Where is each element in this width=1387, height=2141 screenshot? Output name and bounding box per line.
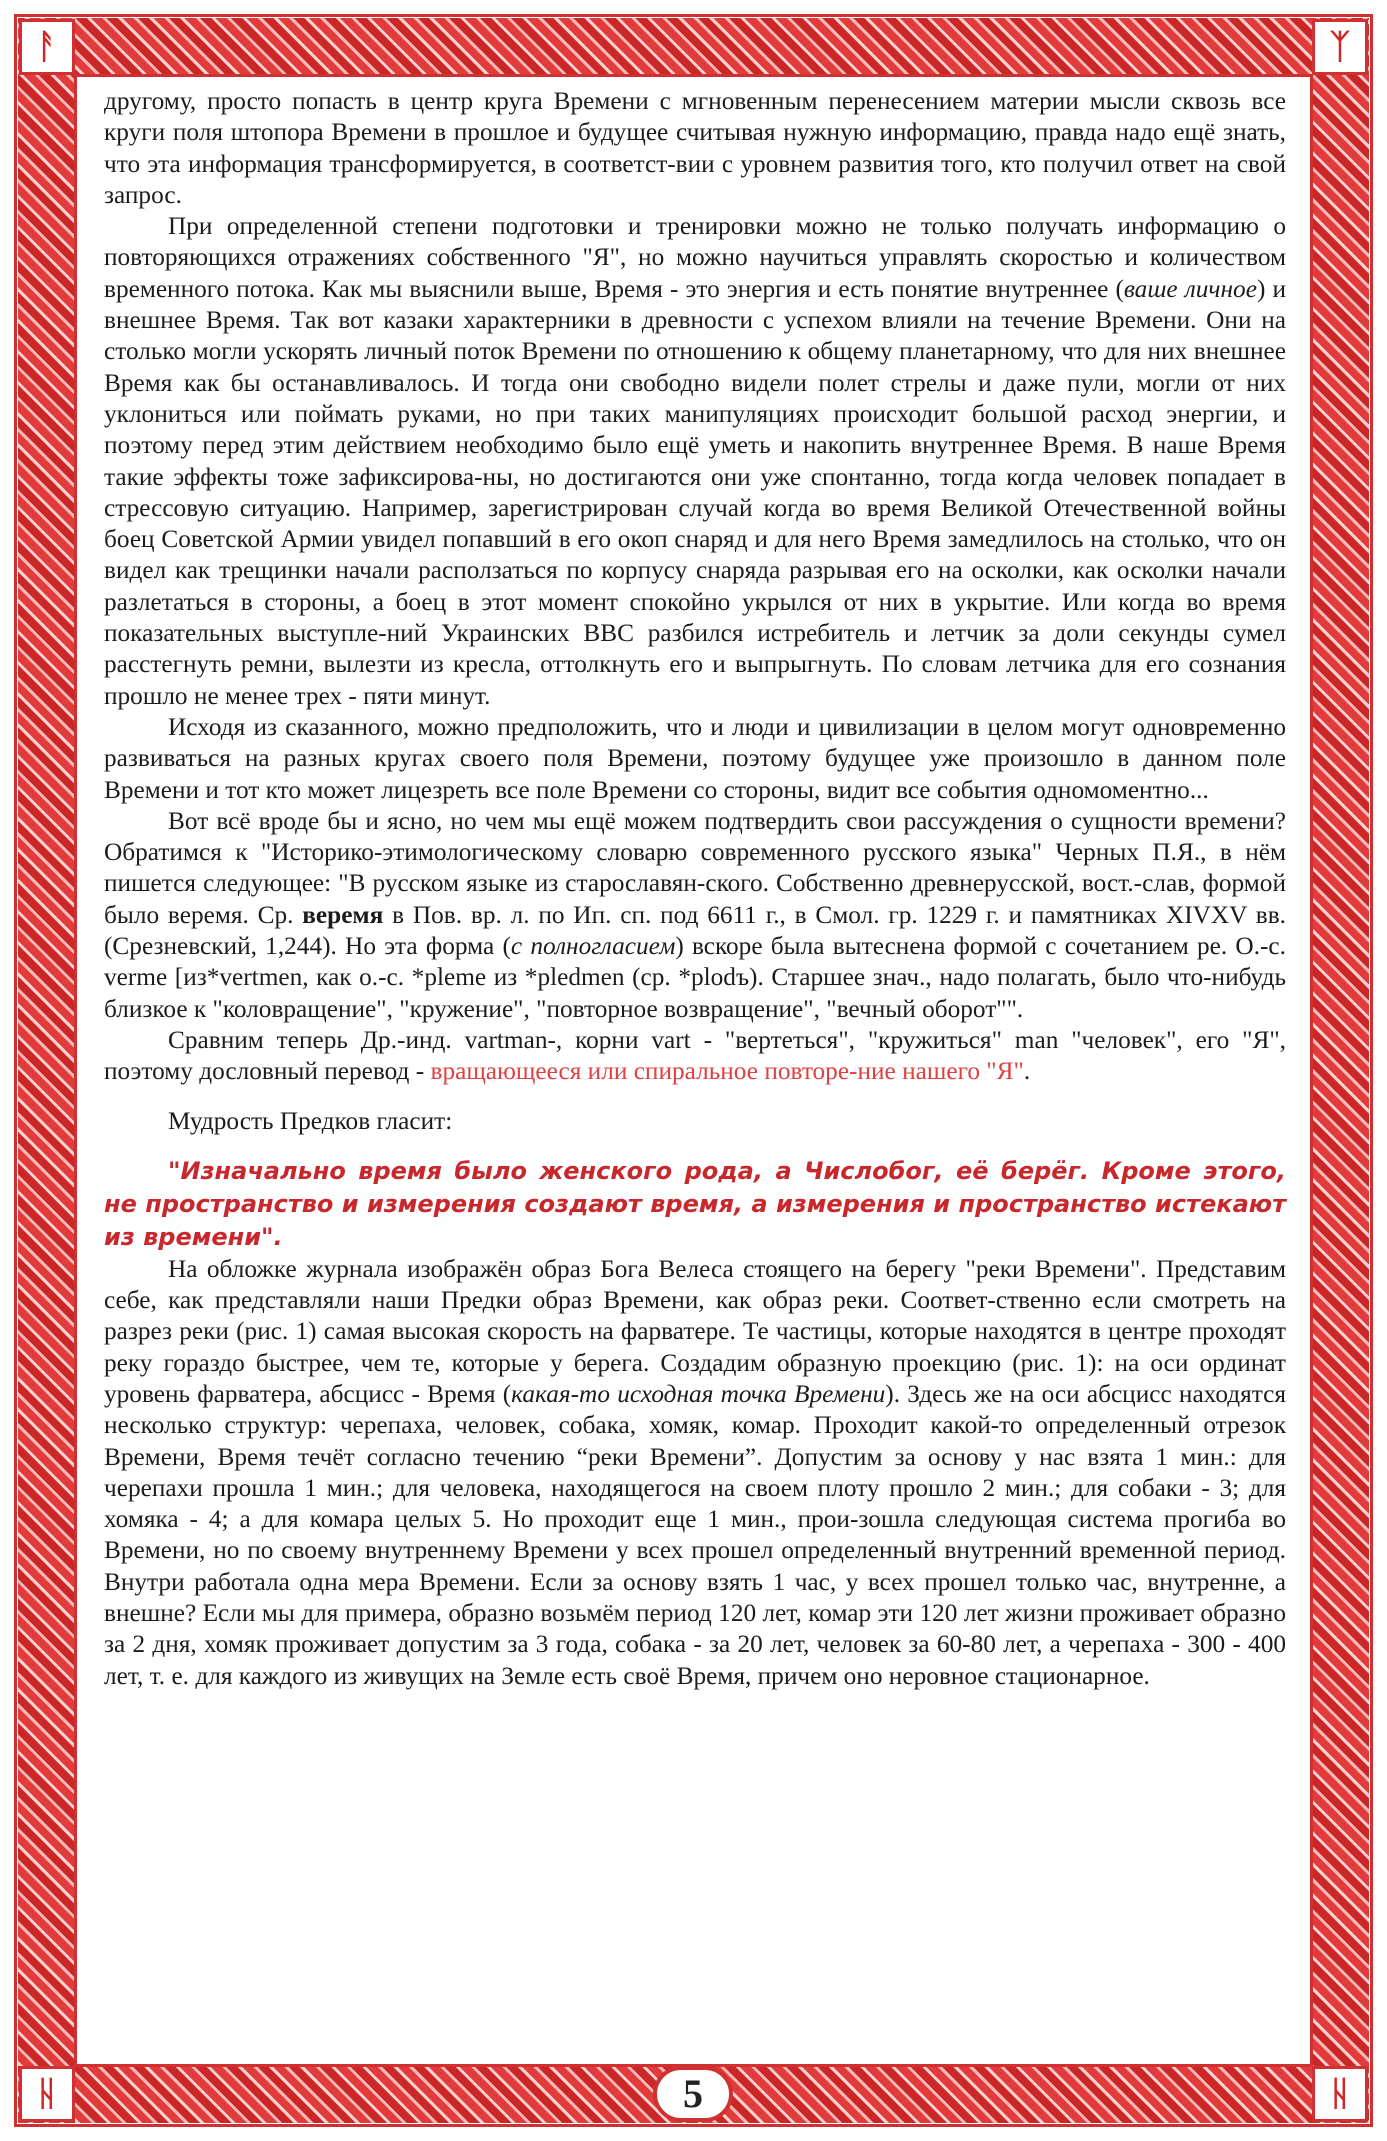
paragraph-2-italic: ваше личное — [1123, 274, 1257, 303]
paragraph-5-text-b: . — [1023, 1057, 1031, 1086]
spacer — [104, 1137, 1286, 1155]
paragraph-5 — [104, 1025, 1286, 1088]
article-body — [104, 86, 1286, 1692]
corner-rune-icon-top-left: ᚨ — [19, 19, 75, 75]
ancestral-wisdom-quote: "Изначально время было женского рода, а Числобог, её берёг. Кроме этого, не пространство и измерения создают время, а измерения и пространство истекают из времени". — [104, 1156, 1286, 1251]
paragraph-7 — [104, 1254, 1286, 1692]
paragraph-7-text-a: На обложке журнала изображён образ Бога Велеса стоящего на берегу "реки Времени". Представим себе, как представляли наши Предки образ Времени, как образ реки. Соответ-ственно если смотреть на разрез реки (рис. 1) самая высокая скорость на фарватере. Те частицы, которые находятся в центре проходят реку гораздо быстрее, чем те, которые у берега. Создадим образную проекцию (рис. 1): на оси ординат уровень фарватера, абсцисс - Время ( — [104, 1254, 1286, 1408]
paragraph-5-text-a: Сравним теперь Др.-инд. vartman-, корни vart - "вертеться", "кружиться" man "человек", его "Я", поэтому дословный перевод - — [104, 1025, 1286, 1086]
corner-rune-icon-top-right: ᛉ — [1312, 19, 1368, 75]
paragraph-4 — [104, 806, 1286, 1025]
paragraph-4-text-a: Вот всё вроде бы и ясно, но чем мы ещё можем подтвердить свои рассуждения о сущности времени? Обратимся к "Историко-этимологическому словарю современного русского языка" Черных П.Я., в нём пишется следующее: "В русском языке из старославян-ского. Собственно древнерусской, вост.-слав, формой было веремя. Ср. — [104, 806, 1286, 929]
paragraph-6: Мудрость Предков гласит: — [168, 1106, 453, 1135]
paragraph-7-text-b: ). Здесь же на оси абсцисс находятся несколько структур: черепаха, человек, собака, хомяк, комар. Проходит какой-то определенный отрезок Времени, Время течёт согласно течению “реки Времени”. Допустим за основу у нас взята 1 мин.: для черепахи прошла 1 мин.; для человека, находящегося на своем плоту прошло 2 мин.; для собаки - 3; для хомяка - 4; а для комара целых 5. Но проходит еще 1 мин., прои-зошла следующая система прогиба во Времени, но по своему внутреннему Времени у всех прошел определенный внутренний временной период. Внутри работала одна мера Времени. Если за основу взять 1 час, у всех прошел только час, внутренне, а внешне? Если мы для примера, образно возьмём период 120 лет, комар эти 120 лет жизни проживает образно за 2 дня, хомяк проживает допустим за 3 года, собака - за 20 лет, человек за 60-80 лет, а черепаха - 300 - 400 лет, т. е. для каждого из живущих на Земле есть своё Время, причем оно неровное стационарное. — [104, 1379, 1287, 1690]
page-number: 5 — [653, 2066, 733, 2122]
spacer — [104, 1088, 1286, 1106]
paragraph-4-italic: с полногласием — [510, 932, 676, 961]
paragraph-2-text-b: ) и внешнее Время. Так вот казаки характерники в древности с успехом влияли на течение Времени. Они на столько могли ускорять личный поток Времени по отношению к общему планетарному, что для них внешнее Время как бы останавливалось. И тогда они свободно видели полет стрелы и даже пули, могли от них уклониться или поймать руками, но при таких манипуляциях происходит большой расход энергии, и поэтому перед этим действием необходимо было ещё уметь и накопить внутреннее Время. В наше Время такие эффекты тоже зафиксирова-ны, но достигаются они уже спонтанно, тогда когда человек попадает в стрессовую ситуацию. Например, зарегистрирован случай когда во время Великой Отечественной войны боец Советской Армии увидел попавший в его окоп снаряд и для него Время замедлилось на столько, что он видел как трещинки начали расползаться по корпусу снаряда разрывая его на осколки, как осколки начали разлетаться в стороны, а боец в этот момент спокойно укрылся от них в укрытие. Или когда во время показательных выступле-ний Украинских ВВС разбился истребитель и летчик за доли секунды сумел расстегнуть ремни, вылезти из кресла, оттолкнуть его и выпрыгнуть. По словам летчика для его сознания прошло не менее трех - пяти минут. — [104, 274, 1286, 710]
paragraph-7-italic: какая-то исходная точка Времени — [511, 1379, 886, 1408]
corner-rune-icon-bottom-right: ᚺ — [1312, 2066, 1368, 2122]
paragraph-2 — [104, 211, 1286, 712]
paragraph-3: Исходя из сказанного, можно предположить, что и люди и цивилизации в целом могут одновременно развиваться на разных кругах своего поля Времени, поэтому будущее уже произошло в данном поле Времени и тот кто может лицезреть все поле Времени со стороны, видит все события одномоментно... — [104, 712, 1286, 804]
paragraph-4-text-b: в Пов. вр. л. по Ип. сп. под 6611 г., в Смол. гр. 1229 г. и памятниках XIVXV вв. (Срезневский, 1,244). Но эта форма ( — [104, 900, 1287, 961]
paragraph-2-text-a: При определенной степени подготовки и тренировки можно не только получать информацию о повторяющихся отражениях собственного "Я", но можно научиться управлять скоростью и количеством временного потока. Как мы выяснили выше, Время - это энергия и есть понятие внутреннее ( — [104, 212, 1286, 303]
paragraph-5-highlight: вращающееся или спиральное повторе-ние нашего "Я" — [430, 1057, 1024, 1086]
paragraph-4-bold: веремя — [302, 900, 384, 929]
paragraph-1: другому, просто попасть в центр круга Времени с мгновенным перенесением материи мысли сквозь все круги поля штопора Времени в прошлое и будущее считывая нужную информацию, правда надо ещё знать, что эта информация трансформируется, в соответст-вии с уровнем развития того, кто получил ответ на свой запрос. — [104, 87, 1286, 209]
paragraph-4-text-c: ) вскоре была вытеснена формой с сочетанием ре. О.-с. verme [из*vertmen, как о.-с. *pleme из *pledmen (ср. *plodъ). Старшее знач., надо полагать, было что-нибудь близкое к "коловращение", "кружение", "повторное возвращение", "вечный оборот"". — [104, 932, 1286, 1023]
corner-rune-icon-bottom-left: ᚺ — [19, 2066, 75, 2122]
